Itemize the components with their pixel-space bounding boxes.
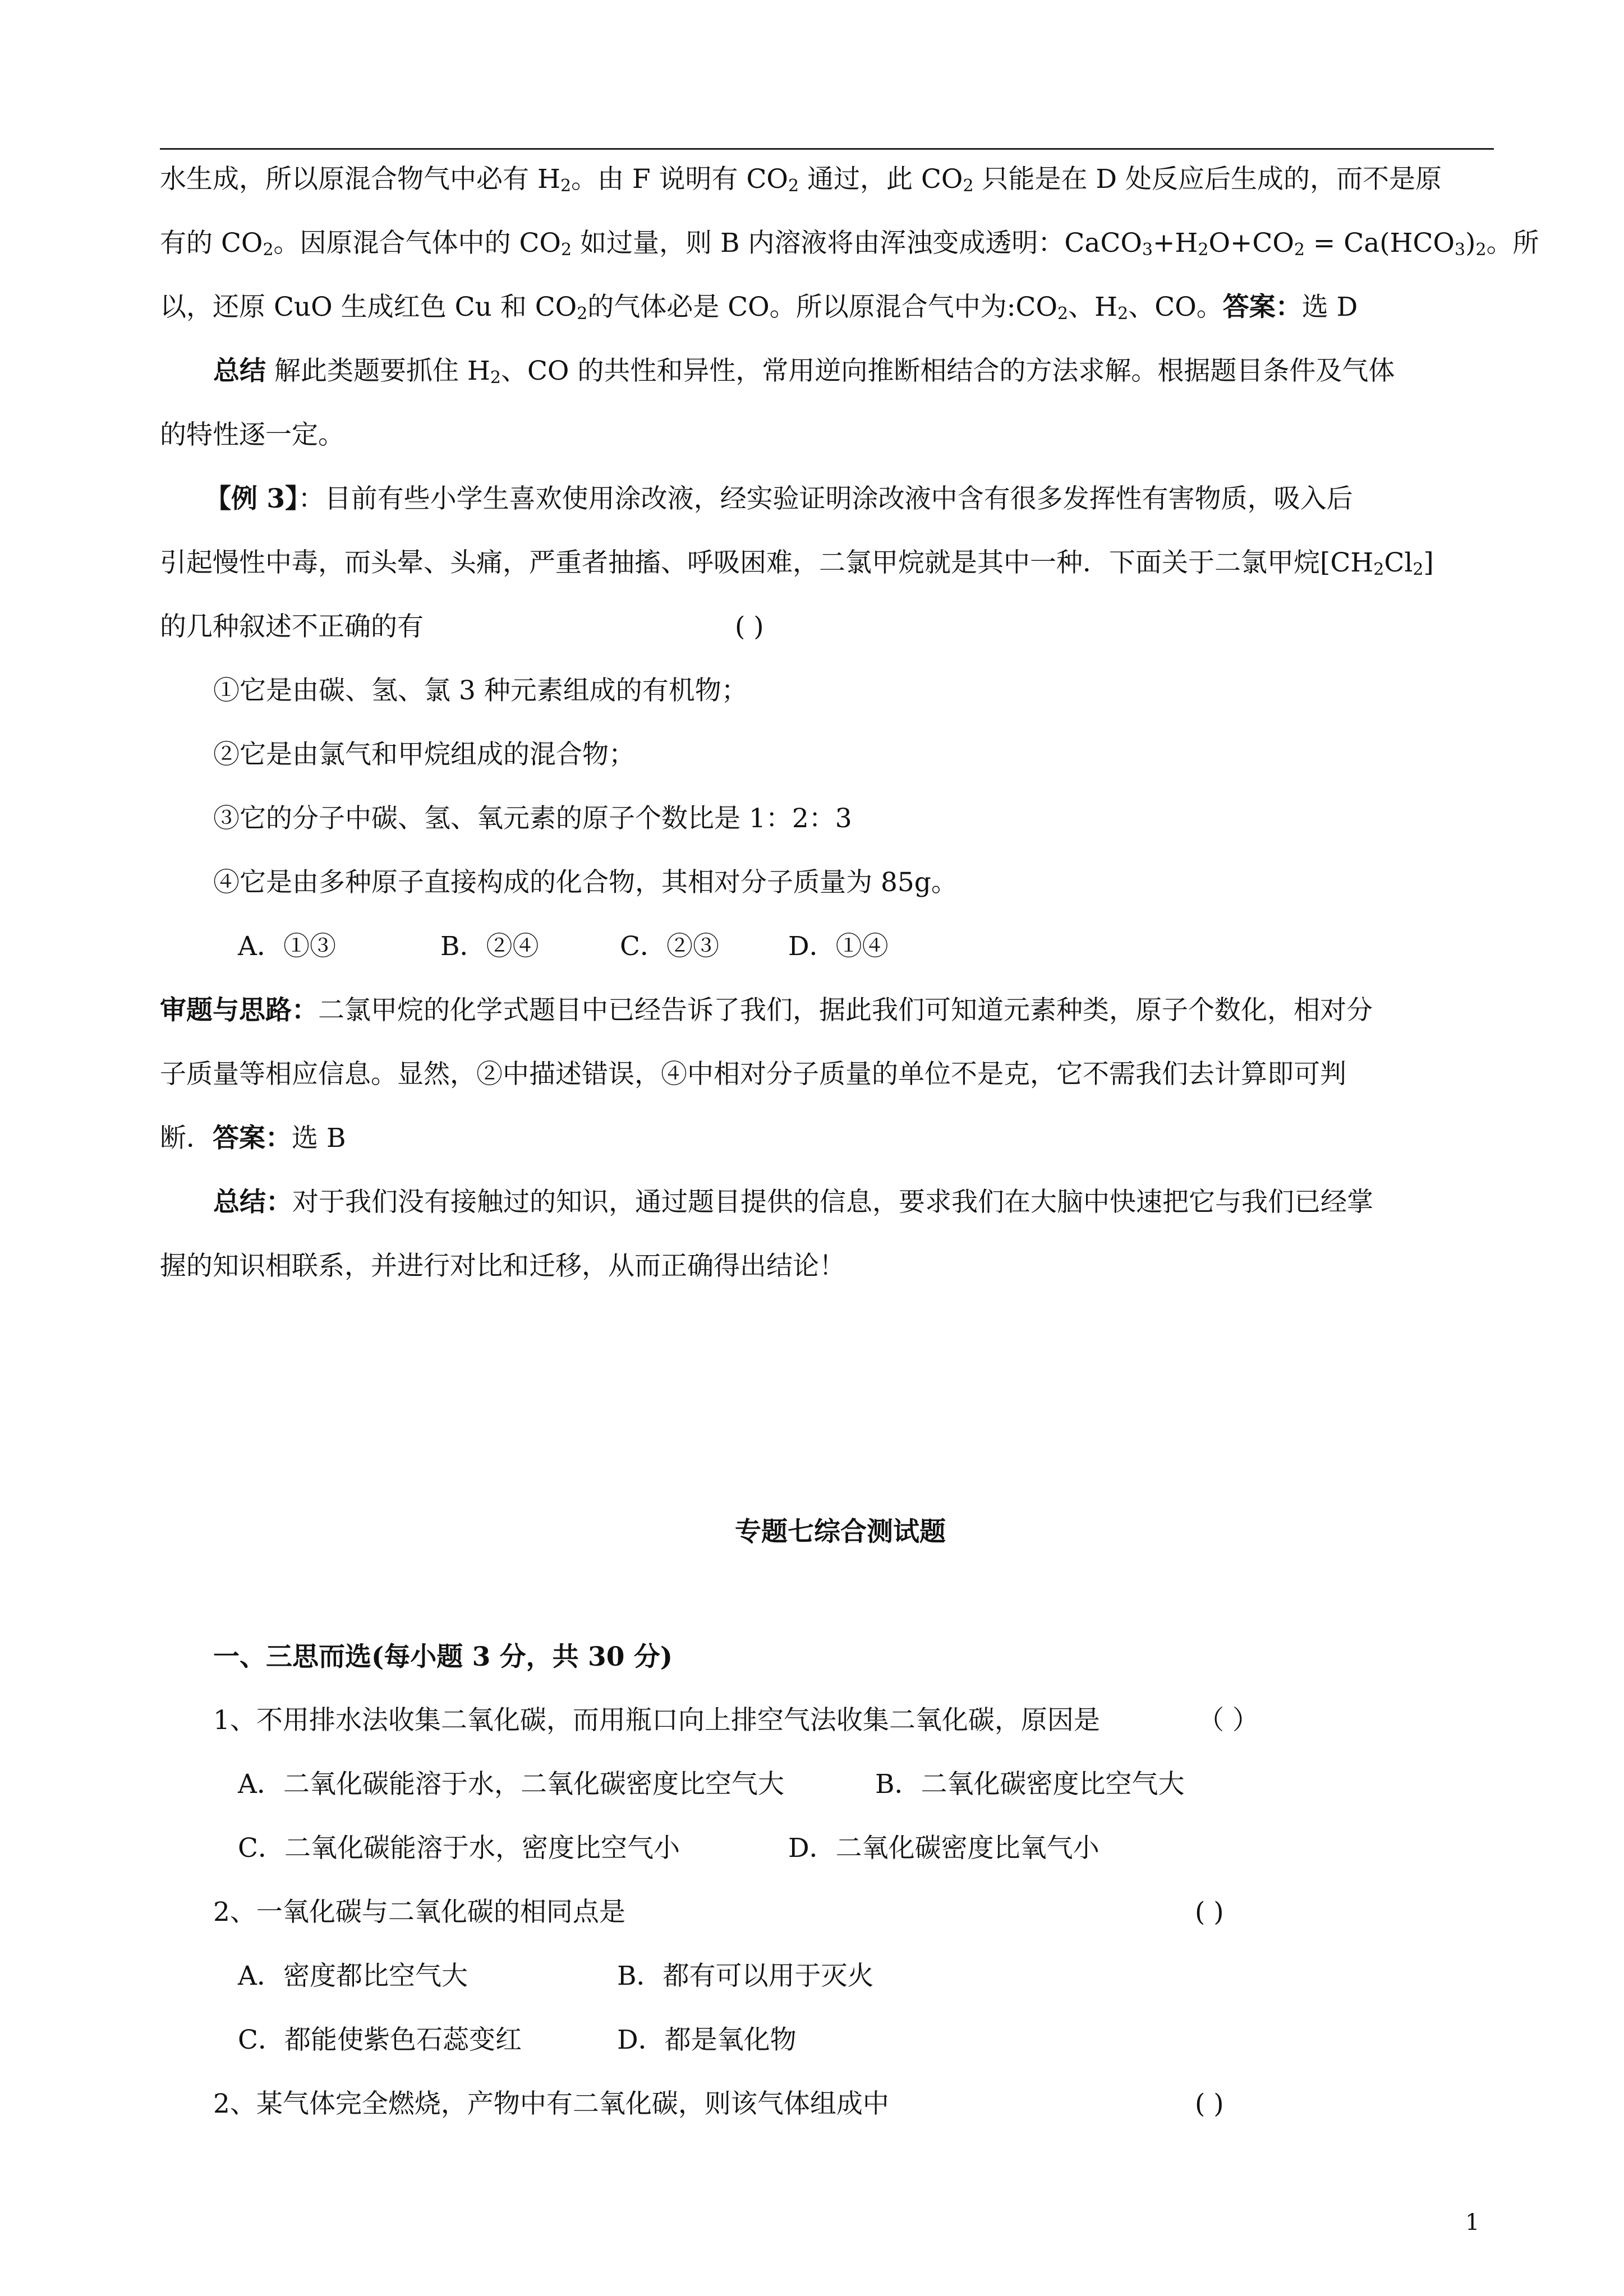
option-b: B．②④ (440, 931, 539, 962)
question-2-option-a: A．密度都比空气大 (238, 1961, 468, 1991)
analysis-line: 审题与思路：二氯甲烷的化学式题目中已经告诉了我们，据此我们可知道元素种类，原子个数化，相对分 (160, 995, 1373, 1026)
statement-item: ②它是由氯气和甲烷组成的混合物； (213, 739, 635, 770)
analysis-line: 断．答案：选 B (160, 1123, 346, 1154)
example-heading-line: 【例 3】：目前有些小学生喜欢使用涂改液，经实验证明涂改液中含有很多发挥性有害物质，吸入后 (205, 483, 1353, 514)
statement-item: ①它是由碳、氢、氯 3 种元素组成的有机物； (213, 675, 748, 706)
question-1-option-b: B．二氧化碳密度比空气大 (875, 1769, 1185, 1800)
question-2: 2、一氧化碳与二氧化碳的相同点是 (213, 1897, 625, 1928)
example-line: 的几种叙述不正确的有 (160, 611, 424, 642)
option-d: D．①④ (788, 931, 889, 962)
answer-parentheses: ( ) (735, 611, 764, 642)
question-1-option-c: C．二氧化碳能溶于水，密度比空气小 (238, 1833, 680, 1864)
question-2-option-d: D．都是氧化物 (617, 2025, 797, 2055)
question-2-option-b: B．都有可以用于灭火 (617, 1961, 874, 1991)
example-line: 引起慢性中毒，而头晕、头痛，严重者抽搐、呼吸困难，二氯甲烷就是其中一种．下面关于二氯甲烷$[CH_2Cl_2]$ (160, 547, 1434, 579)
question-2-parentheses: ( ) (1195, 1897, 1224, 1928)
page-number: 1 (1465, 2210, 1480, 2235)
question-1-option-a: A．二氧化碳能溶于水，二氧化碳密度比空气大 (238, 1769, 784, 1800)
section-heading: 一、三思而选(每小题 3 分，共 30 分) (213, 1642, 673, 1672)
statement-item: ④它是由多种原子直接构成的化合物，其相对分子质量为 85g。 (213, 867, 958, 898)
summary-line: 总结：对于我们没有接触过的知识，通过题目提供的信息，要求我们在大脑中快速把它与我们已经掌 (213, 1187, 1373, 1218)
test-title: 专题七综合测试题 (735, 1516, 946, 1547)
summary-line: 握的知识相联系，并进行对比和迁移，从而正确得出结论！ (160, 1251, 845, 1281)
option-a: A．①③ (238, 931, 336, 962)
option-c: C．②③ (620, 931, 719, 962)
statement-item: ③它的分子中碳、氢、氧元素的原子个数比是 1：2：3 (213, 803, 852, 834)
paragraph-line: 以，还原 CuO 生成红色 Cu 和 $CO_2$的气体必是 CO。所以原混合气中为$:CO_2$、$H_2$、CO。答案：选 D (160, 292, 1358, 324)
header-rule (160, 148, 1494, 150)
analysis-line: 子质量等相应信息。显然，②中描述错误，④中相对分子质量的单位不是克，它不需我们去计算即可判 (160, 1059, 1346, 1090)
paragraph-line: 有的 $CO_2$。因原混合气体中的 $CO_2$ 如过量，则 B 内溶液将由浑浊变成透明：$CaCO_3+H_2O+CO_2 = Ca(HCO_3)_2$。所 (160, 228, 1539, 260)
question-2-option-c: C．都能使紫色石蕊变红 (238, 2025, 522, 2055)
summary-line: 的特性逐一定。 (160, 419, 344, 450)
question-1-parentheses: （ ） (1198, 1705, 1259, 1736)
question-3-parentheses: ( ) (1195, 2088, 1224, 2119)
paragraph-line: 水生成，所以原混合物气中必有 $H_2$。由 F 说明有 $CO_2$ 通过，此 $CO_2$ 只能是在 D 处反应后生成的，而不是原 (160, 164, 1442, 196)
summary-line: 总结 解此类题要抓住 $H_2$、CO 的共性和异性，常用逆向推断相结合的方法求解。根据题目条件及气体 (213, 356, 1395, 388)
question-1: 1、不用排水法收集二氧化碳，而用瓶口向上排空气法收集二氧化碳，原因是 (213, 1705, 1100, 1736)
question-3: 2、某气体完全燃烧，产物中有二氧化碳，则该气体组成中 (213, 2088, 889, 2119)
question-1-option-d: D．二氧化碳密度比氧气小 (788, 1833, 1099, 1864)
